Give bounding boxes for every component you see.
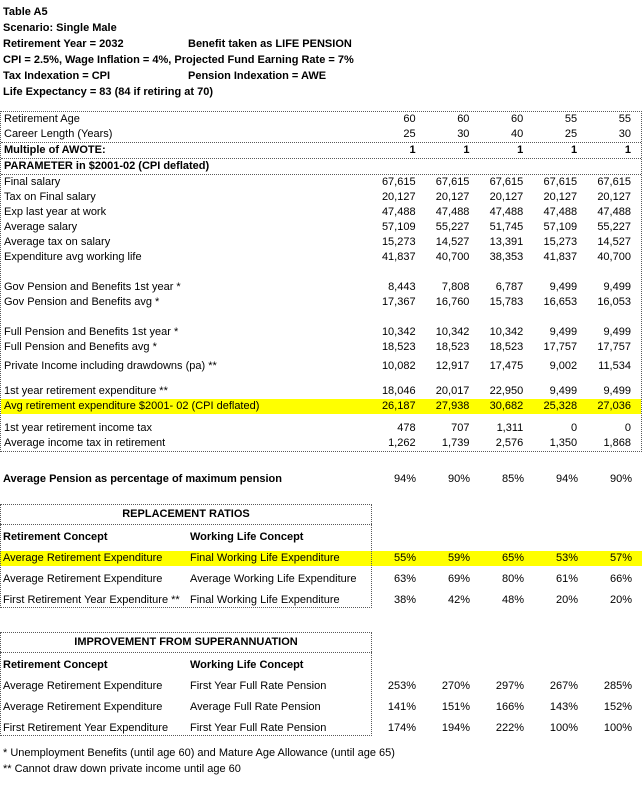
row-value: 297% [495,680,524,692]
row-value [372,159,426,174]
row-value: 707 [451,422,470,434]
row-value: 27,938 [435,400,470,412]
row-label: Full Pension and Benefits 1st year * [4,326,179,338]
row-value: 57% [609,552,632,564]
retirement-concept-cell: Average Retirement Expenditure [3,573,163,585]
row-value: 141% [387,701,416,713]
row-value: 16,760 [435,296,470,308]
footnote-1: * Unemployment Benefits (until age 60) and Mature Age Allowance (until age 65) [3,747,395,759]
row-value [426,159,480,174]
row-value: 94% [555,473,578,485]
row-value: 1 [517,144,524,156]
row-value: 17,367 [381,296,416,308]
row-value: 67,615 [489,176,524,188]
row-value: 66% [609,573,632,585]
row-value: 57,109 [381,221,416,233]
row-value: 47,488 [489,206,524,218]
table-row [1,340,641,355]
row-value: 267% [549,680,578,692]
retirement-concept-cell: Average Retirement Expenditure [3,552,163,564]
row-value: 478 [397,422,416,434]
row-value: 285% [603,680,632,692]
row-value: 67,615 [597,176,631,188]
working-life-concept-cell: Final Working Life Expenditure [190,552,340,564]
row-value: 20% [555,594,578,606]
row-value: 18,523 [435,341,470,353]
retirement-concept-cell: First Retirement Year Expenditure ** [3,594,180,606]
row-value: 40,700 [435,251,470,263]
row-value: 47,488 [543,206,578,218]
row-value: 27,036 [597,400,631,412]
row-value: 1,739 [441,437,470,449]
row-label: Avg retirement expenditure $2001- 02 (CPI deflated) [4,400,260,412]
row-value: 47,488 [381,206,416,218]
row-value: 25,328 [543,400,578,412]
row-value: 6,787 [495,281,524,293]
row-label: Exp last year at work [4,206,107,218]
row-label: Gov Pension and Benefits 1st year * [4,281,181,293]
row-value: 20,017 [435,385,470,397]
row-value: 12,917 [435,360,470,372]
row-value: 55 [618,113,631,125]
row-value [479,159,533,174]
blank-row [1,265,641,280]
row-value: 55,227 [597,221,631,233]
row-value [587,159,641,174]
row-value: 55,227 [435,221,470,233]
row-value: 1 [463,144,470,156]
row-value: 53% [555,552,578,564]
blank-row [1,310,641,325]
row-value: 1,311 [496,422,524,434]
row-value: 67,615 [543,176,578,188]
row-label: 1st year retirement expenditure ** [4,385,168,397]
row-value: 90% [447,473,470,485]
row-value: 40,700 [597,251,631,263]
row-label: Average tax on salary [4,236,111,248]
row-value: 174% [387,722,416,734]
retirement-concept-header: Retirement Concept [3,531,108,543]
scenario-line: Scenario: Single Male [3,22,117,34]
row-value: 60 [511,113,524,125]
row-value: 100% [549,722,578,734]
table-row [1,143,641,159]
row-value: 16,053 [597,296,631,308]
indexation-line [3,68,642,84]
row-value: 51,745 [489,221,524,233]
row-value: 63% [393,573,416,585]
replacement-ratios-header-row [0,530,642,545]
row-value: 20,127 [381,191,416,203]
row-value: 1,868 [603,437,631,449]
row-value: 10,342 [489,326,524,338]
row-value: 25 [564,128,578,140]
row-value: 90% [609,473,632,485]
working-life-concept-cell: First Year Full Rate Pension [190,680,327,692]
row-value: 17,475 [489,360,524,372]
row-value: 14,527 [435,236,470,248]
replacement-ratios-section [0,504,642,608]
row-label: Private Income including drawdowns (pa) ** [4,360,217,372]
table-row [1,295,641,310]
row-value: 9,499 [603,281,631,293]
row-value: 15,783 [489,296,524,308]
assumptions-line: CPI = 2.5%, Wage Inflation = 4%, Projected Fund Earning Rate = 7% [3,54,354,66]
footnote-2: ** Cannot draw down private income until age 60 [3,763,241,775]
table-row [1,436,641,451]
row-value: 10,342 [435,326,470,338]
ratio-row [0,551,642,566]
working-life-concept-cell: Final Working Life Expenditure [190,594,340,606]
row-value: 9,499 [549,281,578,293]
row-value: 38,353 [489,251,524,263]
ratio-row [0,572,642,587]
table-row [1,235,641,250]
row-value: 69% [447,573,470,585]
row-value: 16,653 [543,296,578,308]
average-pension-label: Average Pension as percentage of maximum pension [3,473,282,485]
row-value: 59% [447,552,470,564]
row-value: 30,682 [489,400,524,412]
row-value: 0 [624,422,631,434]
row-value: 20% [609,594,632,606]
row-value: 41,837 [381,251,416,263]
improvement-rows [0,679,642,736]
tax-indexation-label: Tax Indexation = CPI [3,70,111,82]
main-table [0,111,642,452]
benefit-type-label: Benefit taken as LIFE PENSION [188,38,352,50]
average-pension-row [0,472,642,487]
row-value: 41,837 [543,251,578,263]
row-value: 17,757 [543,341,578,353]
row-value: 10,342 [381,326,416,338]
row-label: PARAMETER in $2001-02 (CPI deflated) [4,160,210,172]
row-value: 26,187 [381,400,416,412]
ratio-row [0,679,642,694]
row-value: 15,273 [381,236,416,248]
row-value: 60 [457,113,470,125]
row-value: 65% [501,552,524,564]
pension-indexation-label: Pension Indexation = AWE [188,70,327,82]
row-value: 55 [564,113,578,125]
row-value: 55% [393,552,416,564]
row-label: Average income tax in retirement [4,437,166,449]
row-label: Gov Pension and Benefits avg * [4,296,160,308]
row-value: 40 [511,128,524,140]
row-value: 8,443 [388,281,416,293]
improvement-header-row [0,658,642,673]
row-value: 253% [387,680,416,692]
row-label: Full Pension and Benefits avg * [4,341,157,353]
improvement-title: IMPROVEMENT FROM SUPERANNUATION [0,632,372,653]
table-row [1,421,641,436]
table-row [1,159,641,175]
row-value: 85% [501,473,524,485]
improvement-section [0,632,642,736]
row-value: 1,350 [549,437,578,449]
row-value: 143% [549,701,578,713]
row-value: 18,046 [381,385,416,397]
row-value [533,159,587,174]
row-value: 20,127 [543,191,578,203]
row-label: Retirement Age [4,113,80,125]
row-value: 20,127 [597,191,631,203]
table-row [1,220,641,235]
row-value: 67,615 [435,176,470,188]
row-value: 100% [603,722,632,734]
row-value: 48% [501,594,524,606]
row-value: 38% [393,594,416,606]
row-value: 14,527 [597,236,631,248]
blank-row [1,374,641,384]
row-value: 22,950 [489,385,524,397]
replacement-ratios-rows [0,551,642,608]
working-life-concept-cell: Average Full Rate Pension [190,701,321,713]
ratio-row [0,700,642,715]
row-value: 94% [393,473,416,485]
retirement-concept-cell: Average Retirement Expenditure [3,680,163,692]
row-label: Career Length (Years) [4,128,113,140]
report-header [0,0,642,100]
table-row [1,190,641,205]
table-title: Table A5 [3,6,48,18]
row-value: 18,523 [381,341,416,353]
row-value: 7,808 [441,281,470,293]
row-label: 1st year retirement income tax [4,422,152,434]
footnotes [0,745,642,777]
row-value: 222% [495,722,524,734]
row-value: 13,391 [489,236,524,248]
row-value: 61% [555,573,578,585]
row-value: 270% [441,680,470,692]
row-value: 57,109 [543,221,578,233]
row-value: 60 [403,113,416,125]
row-value: 20,127 [489,191,524,203]
ratio-row [0,593,642,608]
row-value: 194% [441,722,470,734]
row-label: Multiple of AWOTE: [4,144,106,156]
working-life-concept-cell: First Year Full Rate Pension [190,722,327,734]
row-value: 151% [441,701,470,713]
row-value: 1,262 [388,437,416,449]
row-value: 9,499 [549,385,578,397]
row-value: 2,576 [495,437,524,449]
row-value: 80% [501,573,524,585]
average-pension-values [372,472,642,487]
row-label: Expenditure avg working life [4,251,142,263]
table-row [1,384,641,399]
retirement-year-label: Retirement Year = 2032 [3,38,124,50]
row-value: 9,499 [603,385,631,397]
row-label: Final salary [4,176,61,188]
row-value: 17,757 [597,341,631,353]
row-value: 11,534 [598,360,631,372]
table-row [1,250,641,265]
row-value: 1 [571,144,578,156]
table-row [1,175,641,190]
table-row [1,359,641,374]
retirement-concept-cell: Average Retirement Expenditure [3,701,163,713]
row-value: 10,082 [381,360,416,372]
blank-row [1,414,641,421]
row-value: 25 [403,128,416,140]
row-value: 47,488 [597,206,631,218]
row-value: 0 [571,422,578,434]
retirement-year-line [3,36,642,52]
working-life-concept-header: Working Life Concept [190,659,304,671]
row-label: Average salary [4,221,78,233]
ratio-row [0,721,642,736]
row-value: 9,002 [549,360,578,372]
replacement-ratios-title: REPLACEMENT RATIOS [0,504,372,525]
row-value: 1 [409,144,416,156]
table-row [1,325,641,340]
table-row [1,112,641,127]
row-value: 67,615 [381,176,416,188]
working-life-concept-header: Working Life Concept [190,531,304,543]
row-value: 42% [447,594,470,606]
row-value: 18,523 [489,341,524,353]
row-value: 47,488 [435,206,470,218]
row-value: 166% [495,701,524,713]
row-value: 152% [603,701,632,713]
retirement-concept-cell: First Retirement Year Expenditure [3,722,169,734]
table-row [1,399,641,414]
table-row [1,205,641,220]
row-value: 9,499 [549,326,578,338]
row-value: 1 [624,144,631,156]
table-row [1,280,641,295]
row-value: 15,273 [543,236,578,248]
row-value: 9,499 [603,326,631,338]
row-value: 30 [618,128,631,140]
retirement-concept-header: Retirement Concept [3,659,108,671]
table-row [1,127,641,143]
row-label: Tax on Final salary [4,191,96,203]
working-life-concept-cell: Average Working Life Expenditure [190,573,357,585]
life-expectancy-line: Life Expectancy = 83 (84 if retiring at 70) [3,86,213,98]
row-value: 30 [457,128,470,140]
row-value: 20,127 [435,191,470,203]
